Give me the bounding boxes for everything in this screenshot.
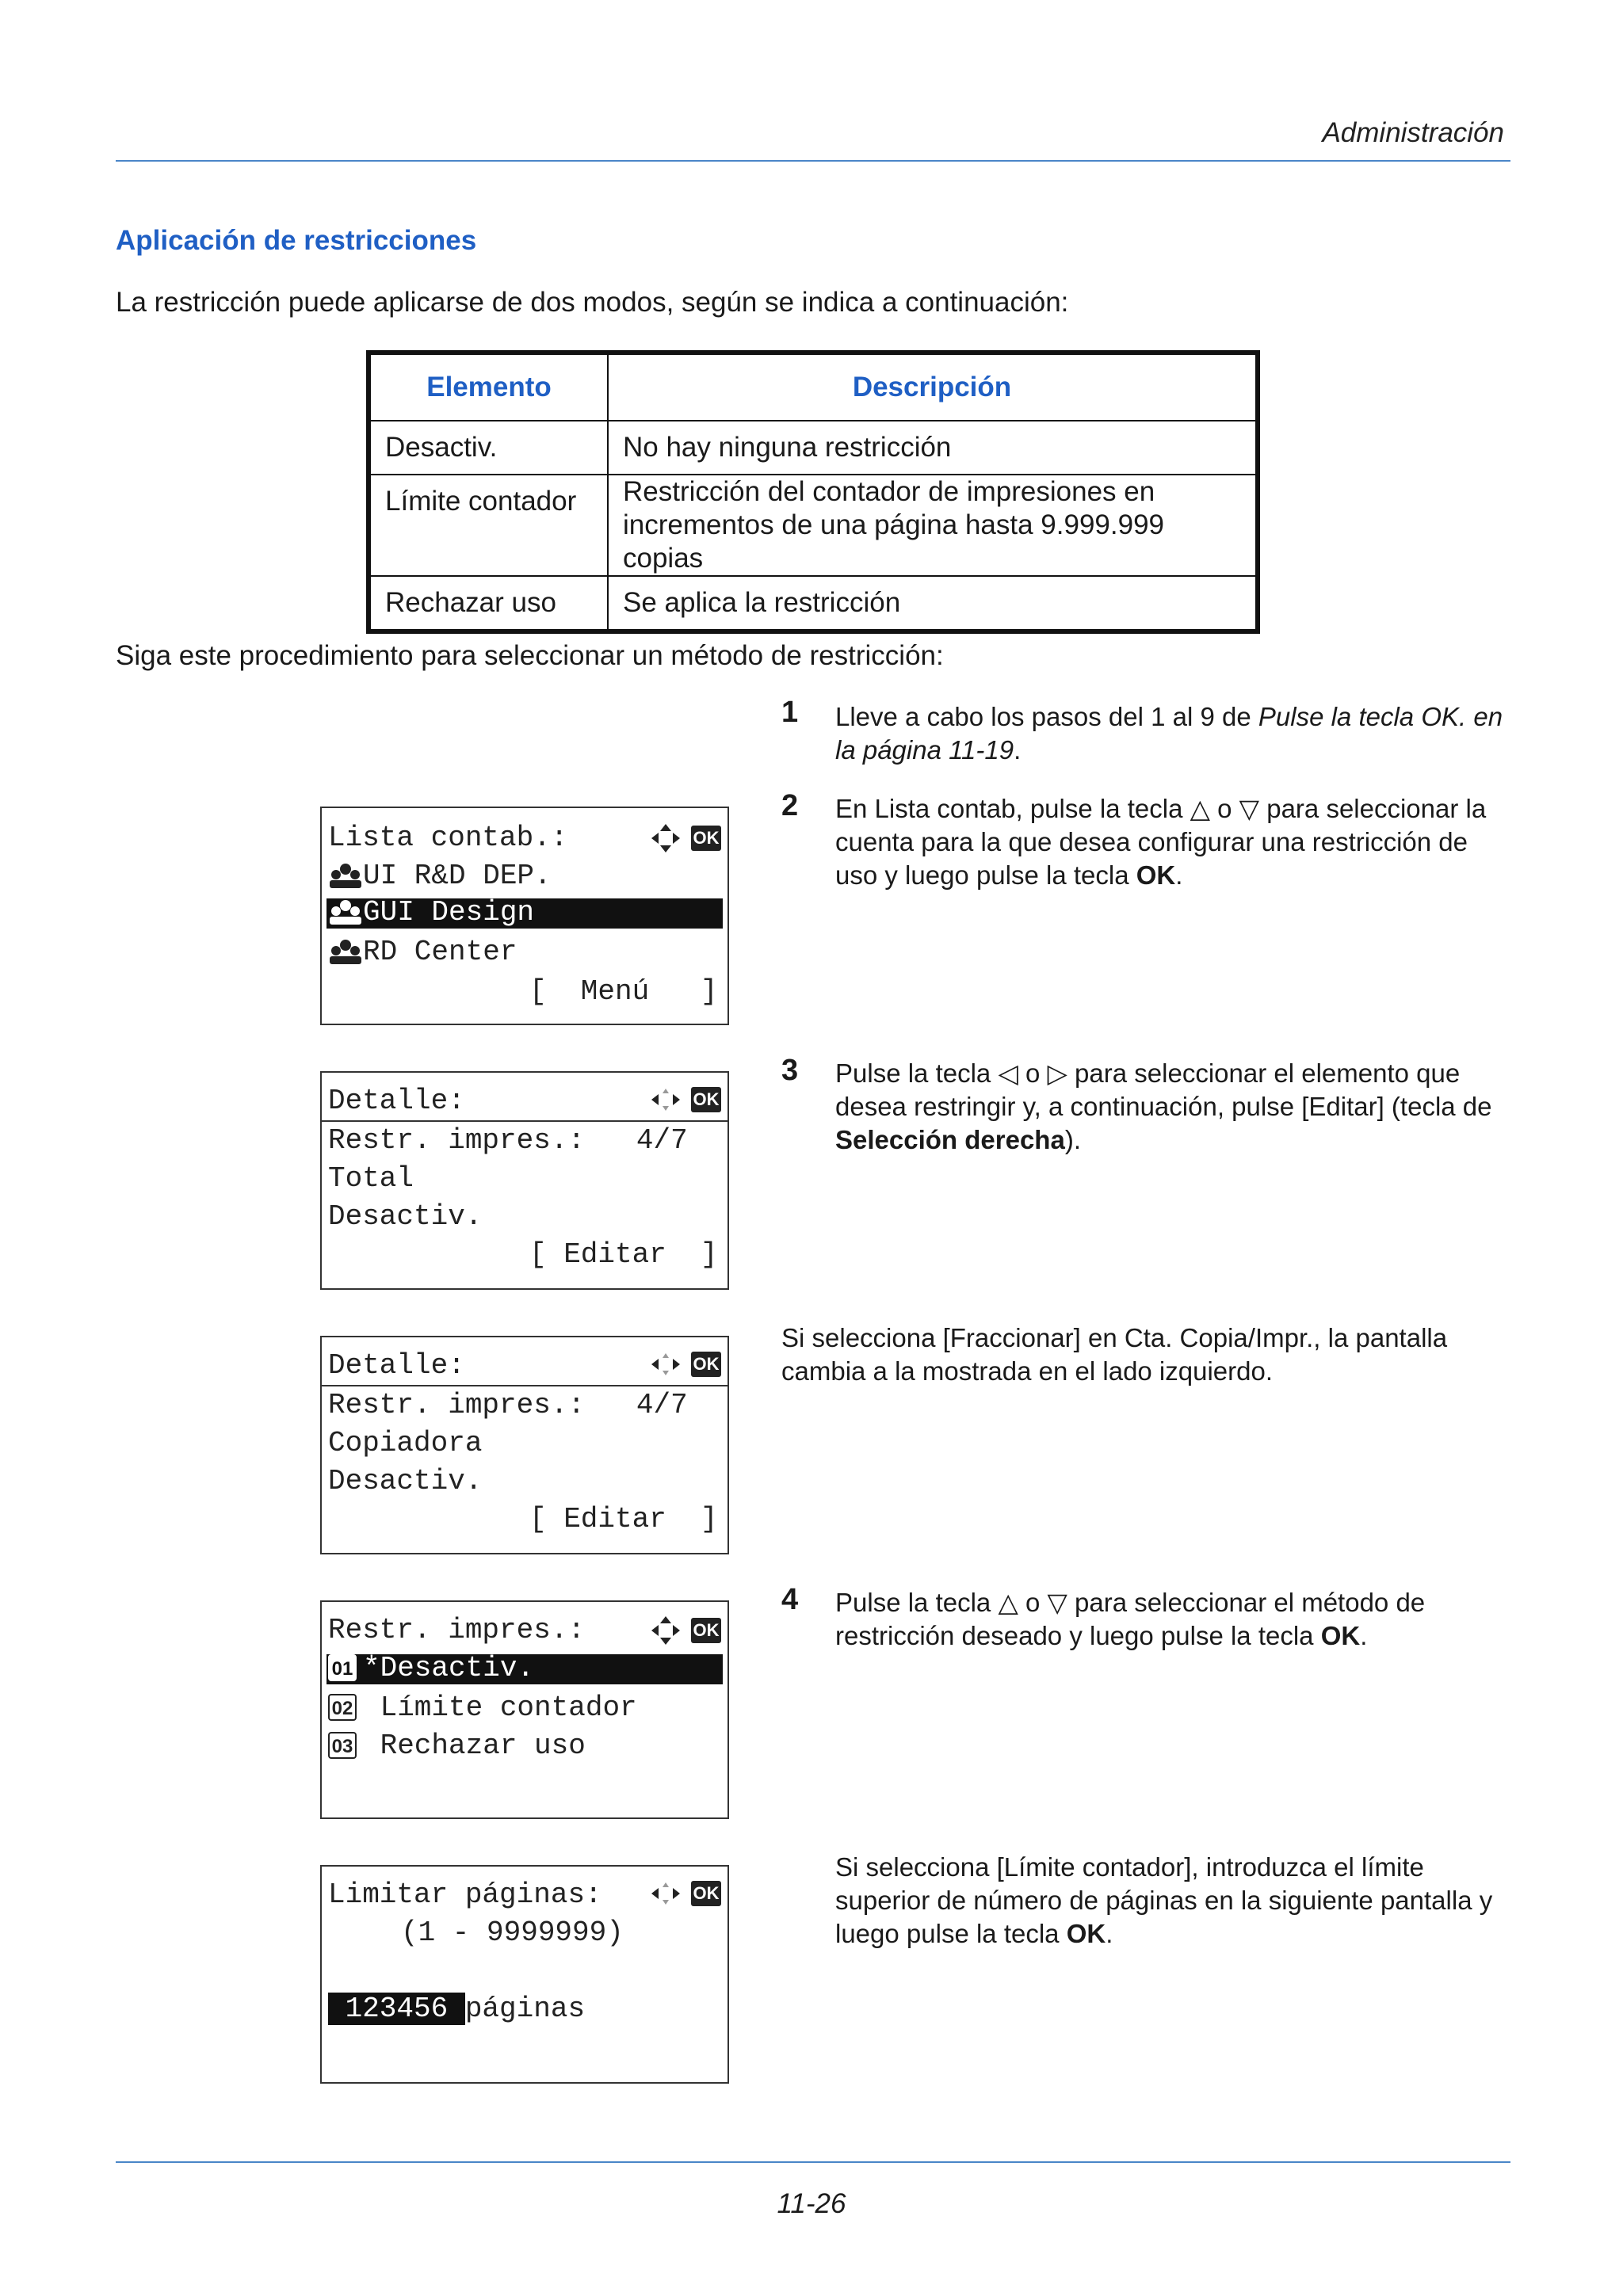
table-header-description: Descripción — [608, 353, 1258, 421]
table-row — [369, 475, 1258, 576]
ok-icon: OK — [691, 1352, 721, 1377]
step-1-text: Lleve a cabo los pasos del 1 al 9 de Pulse la tecla OK. en la página 11-19. — [835, 702, 1503, 765]
description-line: incrementos de una página hasta 9.999.999 copias — [623, 509, 1165, 574]
step-2-text: En Lista contab, pulse la tecla △ o ▽ para seleccionar la cuenta para la que desea configurar una restricción de uso y luego pulse la tecla OK. — [835, 794, 1487, 890]
lcd-line: Restr. impres.: 4/7 — [328, 1389, 688, 1421]
table-row — [369, 421, 1258, 475]
nav-arrows-icon — [650, 1615, 682, 1646]
step-number: 4 — [781, 1583, 799, 1616]
table-cell-description: Se aplica la restricción — [608, 576, 1258, 631]
table-cell-element: Desactiv. — [369, 421, 608, 475]
lcd-restriction-options — [320, 1600, 729, 1819]
lcd-line: Desactiv. — [328, 1465, 483, 1497]
lcd-page-limit — [320, 1865, 729, 2084]
lcd-account-list — [320, 807, 729, 1025]
option-selected[interactable]: 01 *Desactiv. — [328, 1651, 534, 1686]
step-3-text: Pulse la tecla ◁ o ▷ para seleccionar el elemento que desea restringir y, a continuación, pulse [Editar] (tecla de Selección derecha). — [835, 1058, 1492, 1154]
group-icon — [328, 898, 363, 925]
restriction-table — [366, 350, 1260, 634]
number-03-icon: 03 — [328, 1732, 357, 1759]
option[interactable]: 02 Límite contador — [328, 1691, 637, 1726]
table-cell-element: Rechazar uso — [369, 576, 608, 631]
lcd-title: Detalle: — [328, 1349, 465, 1382]
page-count-input[interactable] — [328, 1992, 585, 2027]
softkey-edit[interactable]: [ Editar ] — [529, 1503, 718, 1535]
table-header-row — [369, 353, 1258, 421]
lcd-line: Restr. impres.: 4/7 — [328, 1124, 688, 1157]
running-header: Administración — [1322, 117, 1504, 148]
table-cell-description — [608, 475, 1258, 576]
step-number: 2 — [781, 789, 799, 822]
nav-left-right-icon — [650, 1878, 682, 1909]
page-count-value[interactable]: 123456 — [328, 1993, 465, 2025]
lcd-divider — [322, 1120, 727, 1122]
description-line: Restricción del contador de impresiones en — [623, 476, 1155, 507]
procedure-text: Siga este procedimiento para seleccionar un método de restricción: — [116, 640, 944, 671]
lcd-line: Copiadora — [328, 1427, 483, 1459]
lcd-line: Total — [328, 1162, 414, 1195]
step-number: 1 — [781, 696, 799, 729]
list-item[interactable]: RD Center — [328, 935, 517, 970]
list-item[interactable]: UI R&D DEP. — [328, 859, 552, 894]
number-02-icon: 02 — [328, 1694, 357, 1721]
section-title: Aplicación de restricciones — [116, 225, 477, 256]
lcd-detail-total — [320, 1071, 729, 1290]
cross-reference: Pulse la tecla OK. en la página 11-19 — [835, 702, 1503, 765]
step-3-note: Si selecciona [Fraccionar] en Cta. Copia/Impr., la pantalla cambia a la mostrada en el lado izquierdo. — [781, 1323, 1448, 1386]
step-4-note: Si selecciona [Límite contador], introduzca el límite superior de número de páginas en la siguiente pantalla y luego pulse la tecla OK. — [835, 1852, 1493, 1948]
lcd-range: (1 - 9999999) — [401, 1917, 624, 1949]
nav-left-right-icon — [650, 1348, 682, 1380]
group-icon — [328, 938, 363, 965]
table-row — [369, 576, 1258, 631]
group-icon — [328, 862, 363, 889]
table-cell-element: Límite contador — [369, 475, 608, 576]
softkey-menu[interactable]: [ Menú ] — [529, 975, 718, 1008]
lcd-line: Desactiv. — [328, 1200, 483, 1233]
footer-rule — [116, 2161, 1510, 2163]
header-rule — [116, 160, 1510, 162]
page-number: 11-26 — [777, 2188, 846, 2219]
nav-arrows-icon — [650, 822, 682, 854]
lcd-divider — [322, 1385, 727, 1386]
ok-icon: OK — [691, 1618, 721, 1643]
page-unit: páginas — [464, 1993, 586, 2025]
intro-text: La restricción puede aplicarse de dos modos, según se indica a continuación: — [116, 287, 1069, 318]
ok-icon: OK — [691, 1087, 721, 1112]
step-number: 3 — [781, 1054, 799, 1087]
option[interactable]: 03 Rechazar uso — [328, 1729, 586, 1764]
table-cell-description: No hay ninguna restricción — [608, 421, 1258, 475]
lcd-detail-copier — [320, 1336, 729, 1554]
lcd-title: Detalle: — [328, 1085, 465, 1117]
softkey-edit[interactable]: [ Editar ] — [529, 1238, 718, 1271]
list-item-selected[interactable]: GUI Design — [328, 895, 534, 930]
table-header-element: Elemento — [369, 353, 608, 421]
ok-icon: OK — [691, 826, 721, 851]
lcd-title: Restr. impres.: — [328, 1614, 586, 1646]
ok-icon: OK — [691, 1881, 721, 1906]
lcd-title: Limitar páginas: — [328, 1878, 602, 1911]
step-4-text: Pulse la tecla △ o ▽ para seleccionar el método de restricción deseado y luego pulse la tecla OK. — [835, 1588, 1426, 1650]
nav-left-right-icon — [650, 1084, 682, 1116]
lcd-title: Lista contab.: — [328, 822, 568, 854]
number-01-icon: 01 — [328, 1654, 357, 1681]
